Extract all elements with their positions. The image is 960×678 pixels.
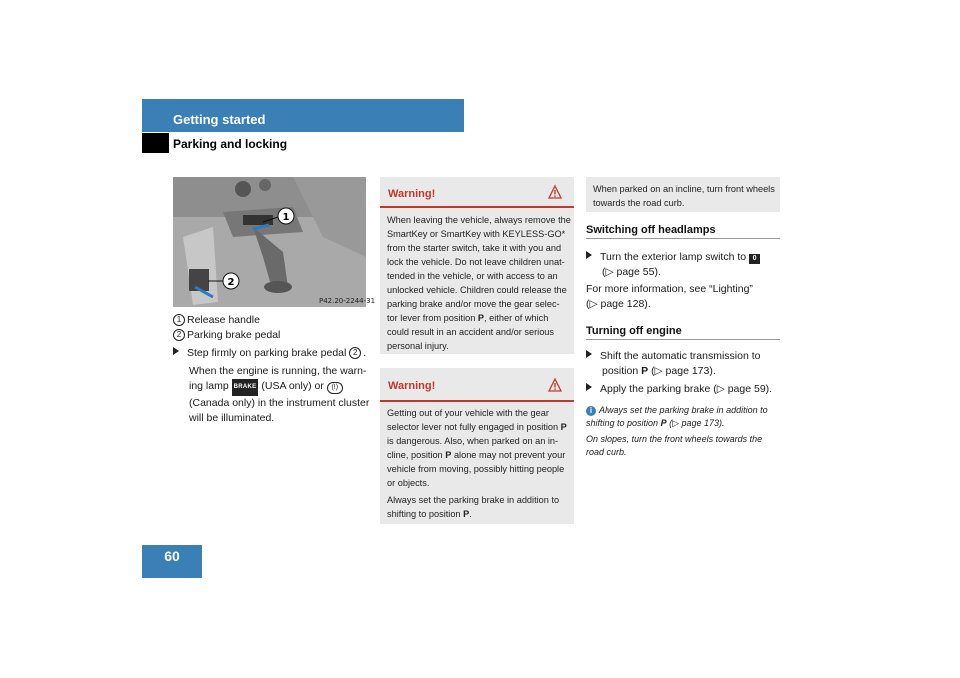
warning-title: Warning! xyxy=(388,188,436,200)
info-note: i Always set the parking brake in addition to shifting to position P (▷ page 173). On slopes, turn the front wheels towards the road curb. xyxy=(586,405,768,457)
step-arrow-icon xyxy=(173,347,179,355)
headlamps-step: Turn the exterior lamp switch to 0 (▷ page 55). xyxy=(586,250,782,280)
warning-triangle-icon xyxy=(548,185,562,199)
legend-item: 2 Parking brake pedal xyxy=(173,328,368,343)
warning-box-2 xyxy=(380,368,574,524)
section-title: Getting started xyxy=(173,112,266,127)
figure-code: P42.20-2244-31 xyxy=(319,297,376,305)
warning-triangle-icon xyxy=(548,378,562,392)
legend-item: 1 Release handle xyxy=(173,313,368,328)
incline-note: When parked on an incline, turn front wheels towards the road curb. xyxy=(586,177,780,212)
headlamps-heading: Switching off headlamps xyxy=(586,224,716,236)
info-icon: i xyxy=(586,406,596,416)
warning-box-1 xyxy=(380,177,574,354)
page-number: 60 xyxy=(142,545,202,578)
warning-title: Warning! xyxy=(388,380,436,392)
step-arrow-icon xyxy=(586,251,592,259)
callout-2: 2 xyxy=(227,277,235,288)
headlamps-more-info: For more information, see “Lighting” (▷ page 128). xyxy=(586,283,753,310)
canada-brake-lamp-icon: (!) xyxy=(327,382,343,394)
warning-lamp-paragraph: When the engine is running, the warn- ing lamp BRAKE (USA only) or (!) (Canada only) in the instrument cluster will be illuminated. xyxy=(189,365,370,424)
subsection-marker xyxy=(142,133,169,153)
engine-step-transmission: Shift the automatic transmission to position P (▷ page 173). xyxy=(586,349,782,379)
engine-heading: Turning off engine xyxy=(586,325,682,337)
callout-1: 1 xyxy=(282,212,290,223)
legend xyxy=(173,313,368,343)
section-divider xyxy=(586,238,780,239)
lamp-switch-off-icon: 0 xyxy=(749,254,760,264)
brake-lamp-icon: BRAKE xyxy=(232,379,259,396)
subsection-title: Parking and locking xyxy=(173,137,288,151)
warning-body-2: Getting out of your vehicle with the gear selector lever not fully engaged in position P is dangerous. Also, when parked on an in- cline, position P alone may not prevent your vehicle from moving, possibly hitting people or objects. Always set the parking brake in addition to shifting to position P. xyxy=(387,408,567,519)
section-divider xyxy=(586,339,780,340)
engine-step-parking-brake: Apply the parking brake (▷ page 59). xyxy=(586,382,782,397)
step-parking-brake: Step firmly on parking brake pedal 2 . xyxy=(173,346,373,361)
step-arrow-icon xyxy=(586,350,592,358)
parking-brake-photo xyxy=(173,177,376,307)
step-arrow-icon xyxy=(586,383,592,391)
warning-body-1: When leaving the vehicle, always remove the SmartKey or SmartKey with KEYLESS-GO* from the starter switch, take it with you and lock the vehicle. Do not leave children unat- tended in the vehicle, or with access to an unlocked vehicle. Children could release the parking brake and/or move the gear selec- tor lever from position P, either of which could result in an accident and/or serious personal injury. xyxy=(387,215,571,351)
